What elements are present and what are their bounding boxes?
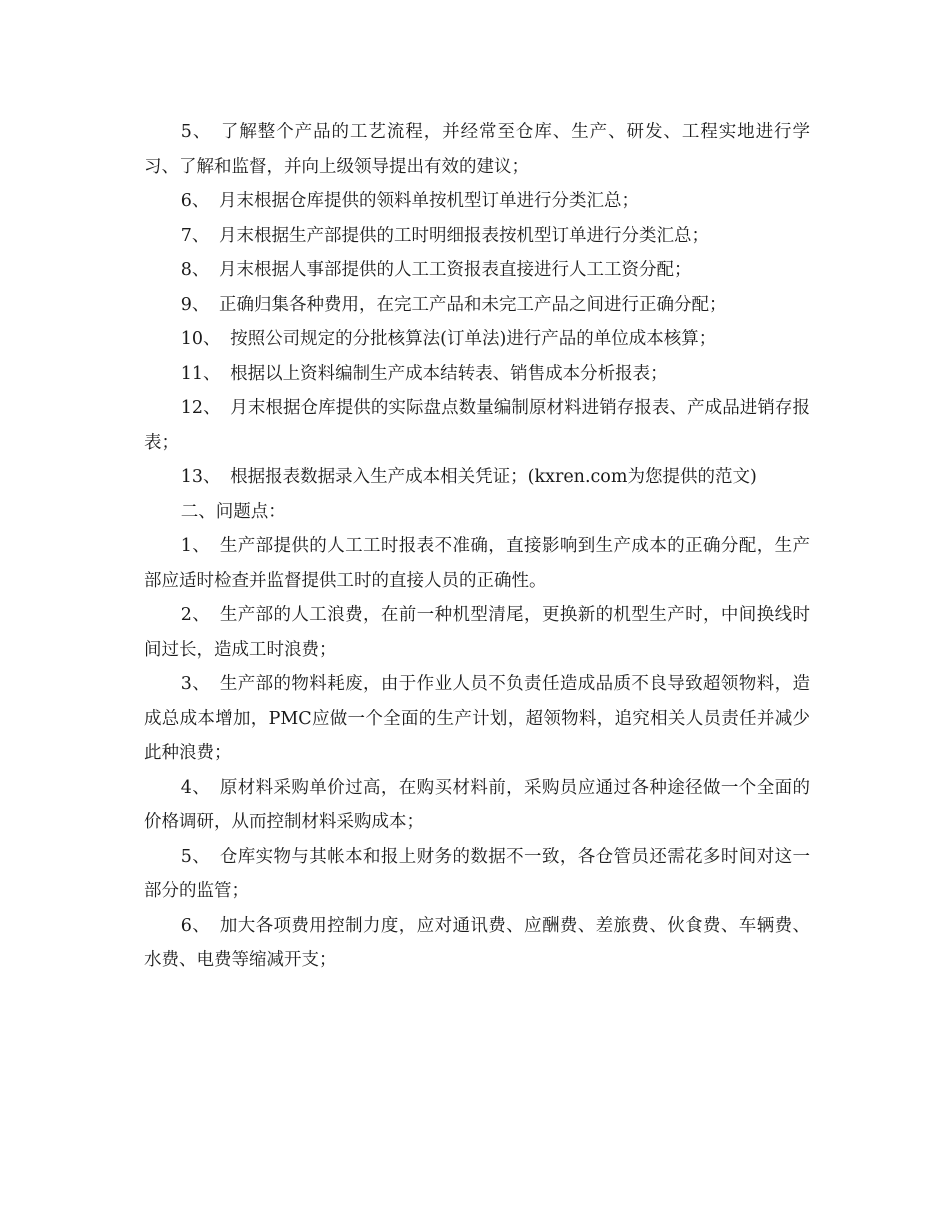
- paragraph-text: 月末根据人事部提供的人工工资报表直接进行人工工资分配；: [219, 260, 692, 280]
- paragraph-text: 原材料采购单价过高，在购买材料前，采购员应通过各种途径做一个全面的价格调研，从而控制材料采购成本；: [144, 777, 811, 832]
- item-number: 4、: [180, 777, 211, 798]
- paragraph-text: 正确归集各种费用，在完工产品和未完工产品之间进行正确分配；: [219, 294, 727, 315]
- paragraph-text: 生产部的物料耗废，由于作业人员不负责任造成品质不良导致超领物料，造成总成本增加，PMC应做一个全面的生产计划，超领物料，追究相关人员责任并减少此种浪费；: [144, 674, 811, 763]
- paragraph-item-7: [144, 219, 810, 254]
- item-number: 11、: [180, 363, 221, 384]
- problem-item-6: [144, 909, 810, 978]
- section-heading: [144, 495, 810, 530]
- problem-item-4: [144, 771, 810, 840]
- paragraph-text: 月末根据仓库提供的实际盘点数量编制原材料进销存报表、产成品进销存报表；: [144, 398, 810, 453]
- item-number: 5、: [180, 122, 212, 142]
- paragraph-item-9: [144, 288, 810, 323]
- item-number: 1、: [180, 536, 211, 556]
- paragraph-text: 仓库实物与其帐本和报上财务的数据不一致，各仓管员还需花多时间对这一部分的监管；: [144, 846, 811, 901]
- paragraph-text: 月末根据生产部提供的工时明细报表按机型订单进行分类汇总；: [219, 225, 710, 246]
- paragraph-text: 月末根据仓库提供的领料单按机型订单进行分类汇总；: [219, 191, 640, 211]
- section-heading-text: 二、问题点：: [180, 501, 286, 522]
- item-number: 10、: [180, 329, 221, 349]
- item-number: 3、: [180, 674, 211, 694]
- item-number: 2、: [180, 605, 211, 625]
- item-number: 12、: [180, 398, 221, 418]
- paragraph-text: 按照公司规定的分批核算法(订单法)进行产品的单位成本核算；: [230, 329, 717, 349]
- paragraph-text: 加大各项费用控制力度，应对通讯费、应酬费、差旅费、伙食费、车辆费、水费、电费等缩减开支；: [144, 915, 811, 970]
- paragraph-item-11: [144, 357, 810, 392]
- paragraph-text: 根据报表数据录入生产成本相关凭证；(kxren.com为您提供的范文): [230, 467, 757, 487]
- paragraph-text: 了解整个产品的工艺流程，并经常至仓库、生产、研发、工程实地进行学习、了解和监督，并向上级领导提出有效的建议；: [144, 122, 810, 177]
- paragraph-item-5: [144, 115, 810, 184]
- paragraph-text: 生产部提供的人工工时报表不准确，直接影响到生产成本的正确分配，生产部应适时检查并监督提供工时的直接人员的正确性。: [144, 536, 811, 591]
- document-body: [144, 115, 810, 978]
- paragraph-item-6: [144, 184, 810, 219]
- paragraph-item-10: [144, 322, 810, 357]
- paragraph-text: 根据以上资料编制生产成本结转表、销售成本分析报表；: [230, 363, 668, 384]
- paragraph-item-13: [144, 460, 810, 495]
- paragraph-text: 生产部的人工浪费，在前一种机型清尾，更换新的机型生产时，中间换线时间过长，造成工时浪费；: [144, 605, 811, 660]
- paragraph-item-8: [144, 253, 810, 288]
- item-number: 5、: [180, 846, 211, 867]
- item-number: 8、: [180, 260, 210, 280]
- paragraph-item-12: [144, 391, 810, 460]
- problem-item-3: [144, 667, 810, 771]
- problem-item-1: [144, 529, 810, 598]
- item-number: 7、: [180, 225, 210, 246]
- item-number: 13、: [180, 467, 221, 487]
- item-number: 9、: [180, 294, 210, 315]
- item-number: 6、: [180, 191, 210, 211]
- item-number: 6、: [180, 915, 211, 936]
- problem-item-5: [144, 840, 810, 909]
- problem-item-2: [144, 598, 810, 667]
